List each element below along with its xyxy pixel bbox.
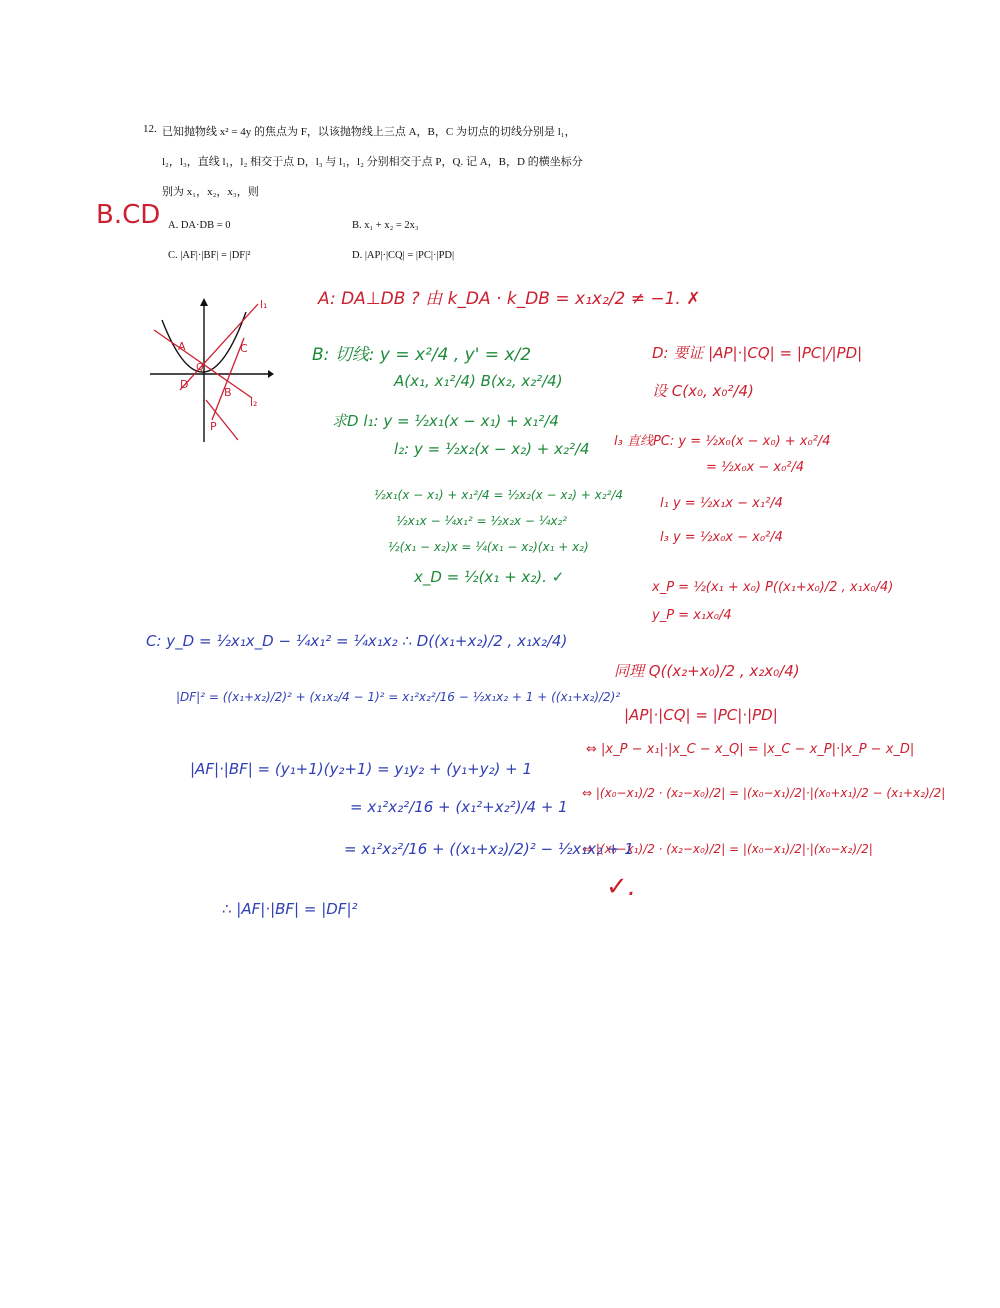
note-b-6: ½x₁x − ¼x₁² = ½x₂x − ¼x₂² bbox=[396, 514, 568, 528]
note-b-7: ½(x₁ − x₂)x = ¼(x₁ − x₂)(x₁ + x₂) bbox=[388, 540, 589, 554]
note-d-5: l₁ y = ½x₁x − x₁²/4 bbox=[660, 496, 783, 511]
note-c-6: ∴ |AF|·|BF| = |DF|² bbox=[222, 900, 358, 918]
question-number: 12. bbox=[143, 123, 157, 135]
label-p: P bbox=[210, 420, 217, 433]
note-c-5: = x₁²x₂²/16 + ((x₁+x₂)/2)² − ½x₁x₂ + 1 bbox=[344, 840, 634, 858]
note-d-4: = ½x₀x − x₀²/4 bbox=[706, 460, 805, 475]
note-b-1: B: 切线: y = x²/4 , y' = x/2 bbox=[312, 345, 532, 365]
question-line-1: 已知抛物线 x² = 4y 的焦点为 F，以该抛物线上三点 A，B，C 为切点的切线分别是 l₁， bbox=[162, 126, 576, 138]
note-d-1: D: 要证 |AP|·|CQ| = |PC|/|PD| bbox=[652, 344, 863, 362]
note-c-1: C: y_D = ½x₁x_D − ¼x₁² = ¼x₁x₂ ∴ D((x₁+x₂)/2 , x₁x₂/4) bbox=[146, 632, 568, 650]
note-c-2: |DF|² = ((x₁+x₂)/2)² + (x₁x₂/4 − 1)² = x₁²x₂²/16 − ½x₁x₂ + 1 + ((x₁+x₂)/2)² bbox=[176, 690, 621, 704]
parabola-sketch bbox=[140, 290, 280, 450]
note-c-3: |AF|·|BF| = (y₁+1)(y₂+1) = y₁y₂ + (y₁+y₂) + 1 bbox=[190, 760, 532, 778]
note-d-12: ⇔ |(x₀−x₁)/2 · (x₂−x₀)/2| = |(x₀−x₁)/2|·|(x₀+x₁)/2 − (x₁+x₂)/2| bbox=[582, 786, 946, 800]
note-b-8: x_D = ½(x₁ + x₂). ✓ bbox=[414, 568, 565, 586]
note-d-2: 设 C(x₀, x₀²/4) bbox=[652, 382, 754, 400]
label-l1: l₁ bbox=[260, 298, 268, 311]
note-d-7: x_P = ½(x₁ + x₀) P((x₁+x₀)/2 , x₁x₀/4) bbox=[652, 580, 894, 595]
note-c-4: = x₁²x₂²/16 + (x₁²+x₂²)/4 + 1 bbox=[350, 798, 568, 816]
option-a: A. DA·DB = 0 bbox=[168, 220, 231, 231]
note-d-10: |AP|·|CQ| = |PC|·|PD| bbox=[624, 706, 778, 724]
note-a: A: DA⊥DB ? 由 k_DA · k_DB = x₁x₂/2 ≠ −1. ✗ bbox=[318, 289, 701, 309]
note-d-8: y_P = x₁x₀/4 bbox=[652, 608, 732, 623]
label-b: B bbox=[224, 386, 232, 399]
label-q: Q bbox=[196, 362, 204, 373]
note-b-2: A(x₁, x₁²/4) B(x₂, x₂²/4) bbox=[394, 372, 563, 390]
note-d-3: l₃ 直线PC: y = ½x₀(x − x₀) + x₀²/4 bbox=[614, 434, 831, 449]
note-d-9: 同理 Q((x₂+x₀)/2 , x₂x₀/4) bbox=[614, 662, 800, 680]
option-d: D. |AP|·|CQ| = |PC|·|PD| bbox=[352, 250, 455, 261]
x-axis-arrow bbox=[268, 370, 274, 378]
note-d-11: ⇔ |x_P − x₁|·|x_C − x_Q| = |x_C − x_P|·|x_P − x_D| bbox=[586, 742, 915, 757]
answer-mark: B.CD bbox=[96, 200, 161, 230]
label-d: D bbox=[180, 378, 189, 391]
note-d-6: l₃ y = ½x₀x − x₀²/4 bbox=[660, 530, 783, 545]
label-c: C bbox=[240, 342, 248, 355]
note-b-3: 求D l₁: y = ½x₁(x − x₁) + x₁²/4 bbox=[332, 412, 559, 430]
question-line-3: 别为 x₁，x₂，x₃，则 bbox=[162, 186, 259, 198]
option-b: B. x₁ + x₂ = 2x₃ bbox=[352, 220, 419, 231]
note-b-4: l₂: y = ½x₂(x − x₂) + x₂²/4 bbox=[394, 440, 590, 458]
note-d-14: ✓. bbox=[606, 872, 637, 902]
note-d-13: ⇔ |(x₀−x₁)/2 · (x₂−x₀)/2| = |(x₀−x₁)/2|·|(x₀−x₂)/2| bbox=[582, 842, 873, 856]
y-axis-arrow bbox=[200, 298, 208, 306]
label-a: A bbox=[178, 340, 186, 353]
label-l2: l₂ bbox=[250, 396, 258, 409]
note-b-5: ½x₁(x − x₁) + x₁²/4 = ½x₂(x − x₂) + x₂²/4 bbox=[374, 488, 624, 502]
option-c: C. |AF|·|BF| = |DF|² bbox=[168, 250, 251, 261]
question-line-2: l₂，l₃，直线 l₁，l₂ 相交于点 D，l₃ 与 l₁，l₂ 分别相交于点 P，Q. 记 A，B，D 的横坐标分 bbox=[162, 156, 583, 168]
